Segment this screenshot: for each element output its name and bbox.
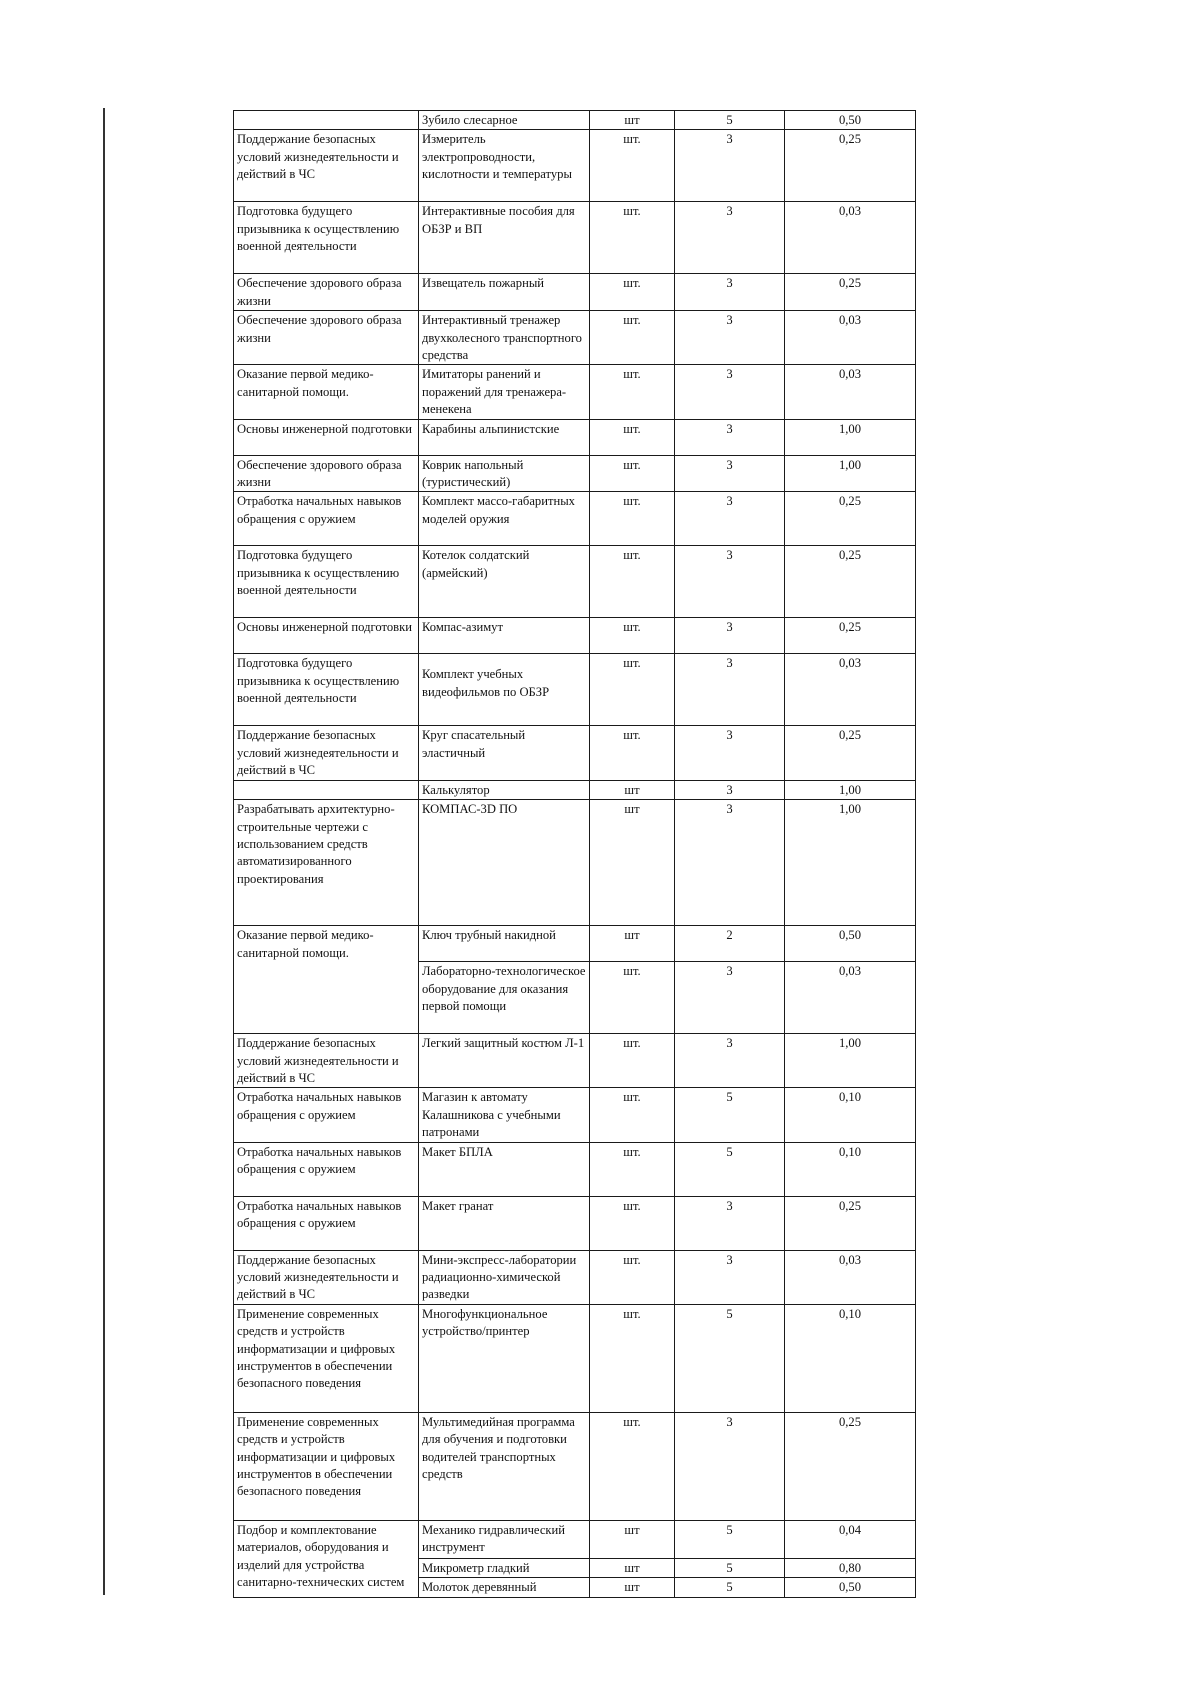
ratio-cell: 0,25 [785, 130, 916, 202]
unit-cell: шт. [590, 130, 675, 202]
ratio-cell: 0,25 [785, 274, 916, 311]
unit-cell: шт [590, 780, 675, 799]
ratio-cell: 0,25 [785, 492, 916, 546]
quantity-cell: 3 [675, 130, 785, 202]
unit-cell: шт [590, 111, 675, 130]
quantity-cell: 5 [675, 1304, 785, 1412]
ratio-cell: 0,50 [785, 111, 916, 130]
ratio-cell: 0,10 [785, 1088, 916, 1142]
table-row [234, 546, 916, 618]
item-name-cell: Интерактивный тренажер двухколесного транспортного средства [419, 311, 590, 365]
competency-cell: Оказание первой медико-санитарной помощи. [234, 365, 419, 419]
competency-cell: Подготовка будущего призывника к осуществлению военной деятельности [234, 202, 419, 274]
quantity-cell: 3 [675, 365, 785, 419]
table-row [234, 455, 916, 492]
competency-cell: Поддержание безопасных условий жизнедеятельности и действий в ЧС [234, 1034, 419, 1088]
competency-cell: Отработка начальных навыков обращения с оружием [234, 1196, 419, 1250]
unit-cell: шт. [590, 1304, 675, 1412]
item-name-cell: Компас-азимут [419, 618, 590, 654]
quantity-cell: 3 [675, 274, 785, 311]
quantity-cell: 3 [675, 1196, 785, 1250]
item-name-cell: Микрометр гладкий [419, 1558, 590, 1577]
equipment-table [233, 110, 916, 1598]
quantity-cell: 3 [675, 492, 785, 546]
item-name-cell: Лабораторно-технологическое оборудование для оказания первой помощи [419, 962, 590, 1034]
competency-cell: Поддержание безопасных условий жизнедеятельности и действий в ЧС [234, 726, 419, 780]
ratio-cell: 0,25 [785, 546, 916, 618]
ratio-cell: 1,00 [785, 455, 916, 492]
table-row [234, 130, 916, 202]
item-name-cell: Коврик напольный (туристический) [419, 455, 590, 492]
unit-cell: шт. [590, 274, 675, 311]
ratio-cell: 1,00 [785, 800, 916, 926]
table-row [234, 1250, 916, 1304]
competency-cell: Основы инженерной подготовки [234, 618, 419, 654]
competency-cell: Поддержание безопасных условий жизнедеятельности и действий в ЧС [234, 130, 419, 202]
unit-cell: шт [590, 926, 675, 962]
table-row [234, 1520, 916, 1558]
quantity-cell: 5 [675, 1578, 785, 1597]
table-row [234, 202, 916, 274]
ratio-cell: 0,80 [785, 1558, 916, 1577]
ratio-cell: 0,25 [785, 1196, 916, 1250]
unit-cell: шт [590, 1558, 675, 1577]
unit-cell: шт. [590, 365, 675, 419]
table-row [234, 1088, 916, 1142]
quantity-cell: 5 [675, 1558, 785, 1577]
quantity-cell: 3 [675, 1412, 785, 1520]
competency-cell: Подготовка будущего призывника к осуществлению военной деятельности [234, 654, 419, 726]
competency-cell: Обеспечение здорового образа жизни [234, 311, 419, 365]
item-name-cell: Извещатель пожарный [419, 274, 590, 311]
competency-cell: Применение современных средств и устройств информатизации и цифровых инструментов в обеспечении безопасного поведения [234, 1304, 419, 1412]
unit-cell: шт [590, 800, 675, 926]
quantity-cell: 3 [675, 962, 785, 1034]
ratio-cell: 1,00 [785, 419, 916, 455]
unit-cell: шт. [590, 1412, 675, 1520]
table-row [234, 419, 916, 455]
table-row [234, 311, 916, 365]
item-name-cell: Ключ трубный накидной [419, 926, 590, 962]
competency-cell: Обеспечение здорового образа жизни [234, 455, 419, 492]
table-row [234, 1304, 916, 1412]
quantity-cell: 2 [675, 926, 785, 962]
ratio-cell: 0,03 [785, 311, 916, 365]
unit-cell: шт. [590, 1142, 675, 1196]
quantity-cell: 5 [675, 1088, 785, 1142]
item-name-cell: Карабины альпинистские [419, 419, 590, 455]
item-name-cell: Калькулятор [419, 780, 590, 799]
item-name-cell: Многофункциональное устройство/принтер [419, 1304, 590, 1412]
item-name-cell: Макет гранат [419, 1196, 590, 1250]
ratio-cell: 0,03 [785, 1250, 916, 1304]
quantity-cell: 3 [675, 419, 785, 455]
quantity-cell: 3 [675, 618, 785, 654]
ratio-cell: 0,25 [785, 618, 916, 654]
quantity-cell: 3 [675, 780, 785, 799]
quantity-cell: 5 [675, 1520, 785, 1558]
competency-cell: Подбор и комплектование материалов, оборудования и изделий для устройства санитарно-технических систем [234, 1520, 419, 1597]
competency-cell: Отработка начальных навыков обращения с оружием [234, 1088, 419, 1142]
quantity-cell: 3 [675, 202, 785, 274]
unit-cell: шт. [590, 1088, 675, 1142]
ratio-cell: 0,03 [785, 962, 916, 1034]
unit-cell: шт. [590, 1196, 675, 1250]
item-name-cell: Измеритель электропроводности, кислотности и температуры [419, 130, 590, 202]
quantity-cell: 5 [675, 1142, 785, 1196]
quantity-cell: 3 [675, 455, 785, 492]
unit-cell: шт. [590, 311, 675, 365]
ratio-cell: 0,50 [785, 1578, 916, 1597]
competency-cell: Оказание первой медико-санитарной помощи. [234, 926, 419, 1034]
item-name-cell: Молоток деревянный [419, 1578, 590, 1597]
unit-cell: шт. [590, 492, 675, 546]
table-row [234, 780, 916, 799]
left-margin-line [103, 108, 105, 1595]
table-row [234, 654, 916, 726]
item-name-cell: Имитаторы ранений и поражений для тренажера-менекена [419, 365, 590, 419]
table-row [234, 1196, 916, 1250]
table-row [234, 618, 916, 654]
ratio-cell: 0,50 [785, 926, 916, 962]
quantity-cell: 3 [675, 546, 785, 618]
quantity-cell: 3 [675, 654, 785, 726]
ratio-cell: 0,25 [785, 1412, 916, 1520]
item-name-cell: Мини-экспресс-лаборатории радиационно-химической разведки [419, 1250, 590, 1304]
quantity-cell: 3 [675, 800, 785, 926]
table-row [234, 926, 916, 962]
table-row [234, 726, 916, 780]
unit-cell: шт. [590, 202, 675, 274]
ratio-cell: 0,03 [785, 202, 916, 274]
unit-cell: шт. [590, 1250, 675, 1304]
competency-cell [234, 780, 419, 799]
unit-cell: шт [590, 1578, 675, 1597]
ratio-cell: 0,25 [785, 726, 916, 780]
ratio-cell: 1,00 [785, 780, 916, 799]
unit-cell: шт. [590, 962, 675, 1034]
table-row [234, 492, 916, 546]
ratio-cell: 0,03 [785, 365, 916, 419]
competency-cell: Отработка начальных навыков обращения с оружием [234, 492, 419, 546]
quantity-cell: 5 [675, 111, 785, 130]
item-name-cell: Интерактивные пособия для ОБЗР и ВП [419, 202, 590, 274]
ratio-cell: 0,10 [785, 1304, 916, 1412]
table-row [234, 274, 916, 311]
ratio-cell: 0,10 [785, 1142, 916, 1196]
item-name-cell: Мультимедийная программа для обучения и подготовки водителей транспортных средств [419, 1412, 590, 1520]
competency-cell: Основы инженерной подготовки [234, 419, 419, 455]
item-name-cell: Круг спасательный эластичный [419, 726, 590, 780]
item-name-cell: Макет БПЛА [419, 1142, 590, 1196]
unit-cell: шт. [590, 1034, 675, 1088]
ratio-cell: 0,04 [785, 1520, 916, 1558]
table-row [234, 365, 916, 419]
item-name-cell: Комплект учебных видеофильмов по ОБЗР [419, 654, 590, 726]
ratio-cell: 1,00 [785, 1034, 916, 1088]
table-row [234, 1034, 916, 1088]
unit-cell: шт. [590, 455, 675, 492]
table-row [234, 111, 916, 130]
quantity-cell: 3 [675, 1034, 785, 1088]
quantity-cell: 3 [675, 726, 785, 780]
item-name-cell: Магазин к автомату Калашникова с учебными патронами [419, 1088, 590, 1142]
unit-cell: шт. [590, 726, 675, 780]
unit-cell: шт. [590, 654, 675, 726]
competency-cell: Применение современных средств и устройств информатизации и цифровых инструментов в обеспечении безопасного поведения [234, 1412, 419, 1520]
unit-cell: шт [590, 1520, 675, 1558]
competency-cell: Разрабатывать архитектурно-строительные чертежи с использованием средств автоматизированного проектирования [234, 800, 419, 926]
ratio-cell: 0,03 [785, 654, 916, 726]
competency-cell: Подготовка будущего призывника к осуществлению военной деятельности [234, 546, 419, 618]
competency-cell [234, 111, 419, 130]
table-row [234, 1142, 916, 1196]
item-name-cell: Комплект массо-габаритных моделей оружия [419, 492, 590, 546]
quantity-cell: 3 [675, 311, 785, 365]
item-name-cell: Легкий защитный костюм Л-1 [419, 1034, 590, 1088]
item-name-cell: Зубило слесарное [419, 111, 590, 130]
item-name-cell: Механико гидравлический инструмент [419, 1520, 590, 1558]
unit-cell: шт. [590, 618, 675, 654]
unit-cell: шт. [590, 546, 675, 618]
item-name-cell: Котелок солдатский (армейский) [419, 546, 590, 618]
item-name-cell: КОМПАС-3D ПО [419, 800, 590, 926]
competency-cell: Поддержание безопасных условий жизнедеятельности и действий в ЧС [234, 1250, 419, 1304]
competency-cell: Отработка начальных навыков обращения с оружием [234, 1142, 419, 1196]
table-row [234, 1412, 916, 1520]
quantity-cell: 3 [675, 1250, 785, 1304]
unit-cell: шт. [590, 419, 675, 455]
table-row [234, 800, 916, 926]
competency-cell: Обеспечение здорового образа жизни [234, 274, 419, 311]
